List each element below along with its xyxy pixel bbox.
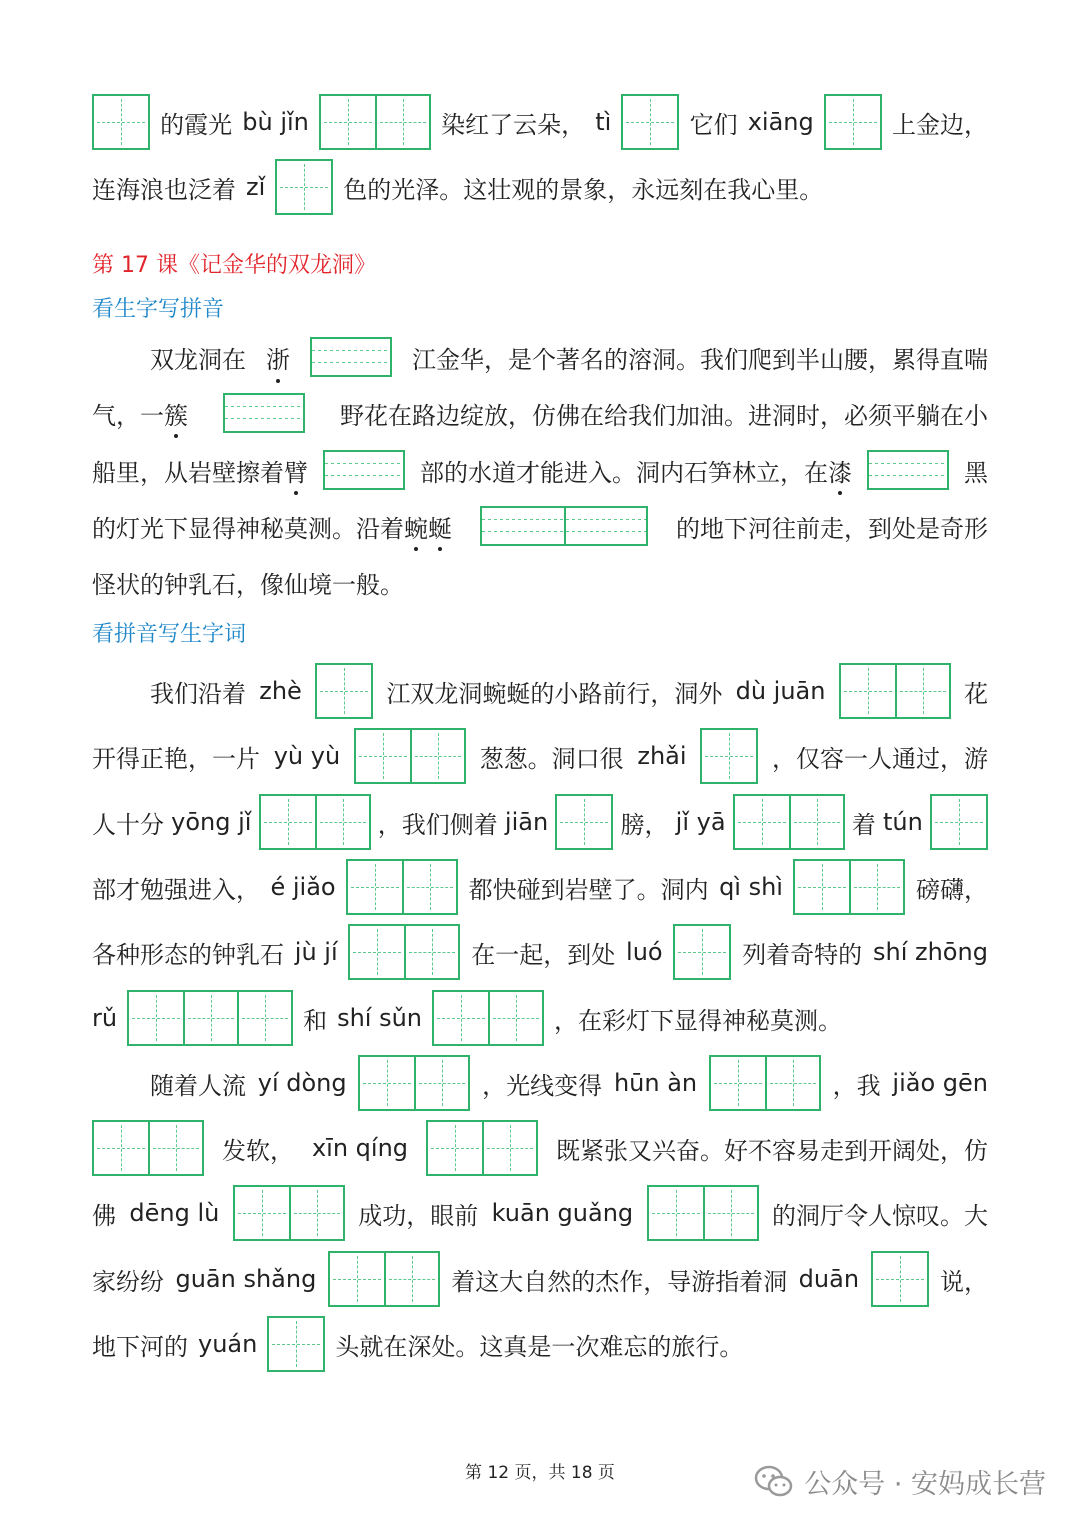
- text: 野花在路边绽放，仿佛在给我们加油。进洞时，必须平躺在小: [340, 401, 988, 430]
- pinyin: xīn qíng: [311, 1134, 409, 1162]
- text: 双龙洞在: [150, 345, 246, 374]
- text: 随着人流: [150, 1071, 246, 1100]
- pinyin: yí dòng: [257, 1069, 347, 1097]
- text: 染红了云朵，: [441, 110, 586, 139]
- text: 磅礴，: [915, 875, 988, 904]
- pinyin: luó: [626, 938, 663, 966]
- tian-grid-2[interactable]: [354, 728, 466, 784]
- text: 人十分: [92, 810, 164, 839]
- text: 成功，眼前: [358, 1201, 479, 1230]
- section-title-pinyin: 看生字写拼音: [92, 297, 225, 322]
- tian-grid-2[interactable]: [733, 794, 845, 850]
- text: ，仅容一人通过，游: [771, 744, 988, 773]
- tian-grid-2[interactable]: [346, 859, 458, 915]
- text-line: [92, 1314, 988, 1374]
- tian-grid-1[interactable]: [930, 794, 988, 850]
- tian-grid-1[interactable]: [871, 1251, 929, 1307]
- text: 花: [963, 679, 988, 708]
- text-line: [92, 661, 988, 721]
- pinyin: dēng lù: [129, 1199, 220, 1227]
- text-line: [92, 857, 988, 917]
- pinyin: yōng jǐ: [171, 808, 252, 836]
- tian-grid-2[interactable]: [793, 859, 905, 915]
- text: 在一起，到处: [471, 940, 616, 969]
- text-line: [92, 383, 988, 443]
- text: ，我: [832, 1071, 881, 1100]
- text: 着这大自然的杰作，导游指着洞: [451, 1267, 788, 1296]
- pinyin: dù juān: [735, 677, 826, 705]
- text: 船里，从岩壁擦着臂: [92, 458, 308, 487]
- text-line: [92, 552, 988, 612]
- text: ，我们侧着: [377, 810, 498, 839]
- text: 家纷纷: [92, 1267, 164, 1296]
- pinyin: shí zhōng: [872, 938, 988, 966]
- pinyin-box[interactable]: [310, 337, 392, 377]
- tian-grid-1[interactable]: [315, 663, 373, 719]
- text-line: [92, 1053, 988, 1113]
- tian-grid-2[interactable]: [92, 1120, 204, 1176]
- text: 的洞厅令人惊叹。大: [772, 1201, 988, 1230]
- text: 佛: [92, 1201, 116, 1230]
- pinyin: guān shǎng: [175, 1265, 317, 1293]
- pinyin: rǔ: [92, 1004, 118, 1032]
- text: 部的水道才能进入。洞内石笋林立，在漆: [420, 458, 852, 487]
- pinyin: é jiǎo: [270, 873, 336, 901]
- pinyin: jiān: [504, 808, 549, 836]
- tian-grid-2[interactable]: [328, 1251, 440, 1307]
- text: 说，: [939, 1267, 988, 1296]
- pinyin: hūn àn: [613, 1069, 698, 1097]
- text: 各种形态的钟乳石: [92, 940, 284, 969]
- pinyin: tì: [595, 108, 612, 136]
- target-char: 簇: [164, 401, 188, 430]
- tian-grid-1[interactable]: [824, 94, 882, 150]
- pinyin: yù yù: [273, 742, 341, 770]
- pinyin: xiāng: [747, 108, 814, 136]
- pinyin-box[interactable]: [223, 393, 305, 433]
- section-title-characters: 看拼音写生字词: [92, 622, 247, 647]
- text: 的霞光: [160, 110, 233, 139]
- text: 膀，: [620, 810, 669, 839]
- tian-grid-2[interactable]: [348, 924, 460, 980]
- pinyin: zhǎi: [637, 742, 687, 770]
- target-char: 漆: [828, 458, 852, 487]
- text-line: [92, 496, 988, 556]
- text: 连海浪也泛着: [92, 175, 236, 204]
- watermark: [754, 1462, 1046, 1501]
- text-line: [92, 157, 988, 217]
- text-line: [92, 1249, 988, 1309]
- pinyin: duān: [798, 1265, 860, 1293]
- text: 列着奇特的: [742, 940, 863, 969]
- pinyin-box-double[interactable]: [480, 506, 648, 546]
- tian-grid-1[interactable]: [700, 728, 758, 784]
- tian-grid-1[interactable]: [92, 94, 150, 150]
- text-line: [92, 1118, 988, 1178]
- tian-grid-2[interactable]: [259, 794, 371, 850]
- tian-grid-2[interactable]: [647, 1185, 759, 1241]
- pinyin: jù jí: [294, 938, 338, 966]
- tian-grid-2[interactable]: [358, 1055, 470, 1111]
- pinyin: tún: [883, 808, 923, 836]
- pinyin: zǐ: [246, 173, 266, 201]
- text: 的地下河往前走，到处是奇形: [676, 514, 988, 543]
- text: 上金边，: [891, 110, 988, 139]
- text-line: [92, 1183, 988, 1243]
- page-number: 第 12 页，共 18 页: [465, 1463, 615, 1483]
- tian-grid-3[interactable]: [127, 990, 293, 1046]
- pinyin-box[interactable]: [867, 450, 949, 490]
- text: 发软，: [221, 1136, 294, 1165]
- target-char: 浙: [266, 340, 290, 375]
- lesson-title: 第 17 课《记金华的双龙洞》: [92, 253, 376, 278]
- text: 都快碰到岩壁了。洞内: [468, 875, 709, 904]
- text: 地下河的: [92, 1332, 188, 1361]
- text: 着: [851, 810, 876, 839]
- tian-grid-1[interactable]: [555, 794, 613, 850]
- pinyin: shí sǔn: [337, 1004, 423, 1032]
- text: 的灯光下显得神秘莫测。沿着蜿蜒: [92, 514, 452, 543]
- text: 部才勉强进入，: [92, 875, 260, 904]
- text-line: [92, 327, 988, 387]
- tian-grid-1[interactable]: [267, 1316, 325, 1372]
- target-char: 臂: [284, 458, 308, 487]
- pinyin: jǐ yā: [675, 808, 726, 836]
- text: 色的光泽。这壮观的景象，永远刻在我心里。: [343, 175, 824, 204]
- text: 既紧张又兴奋。好不容易走到开阔处，仿: [556, 1136, 988, 1165]
- tian-grid-2[interactable]: [709, 1055, 821, 1111]
- text-line: [92, 92, 988, 152]
- text: 开得正艳，一片: [92, 744, 260, 773]
- tian-grid-2[interactable]: [432, 990, 544, 1046]
- text: 江金华，是个著名的溶洞。我们爬到半山腰，累得直喘: [412, 345, 988, 374]
- pinyin: qì shì: [719, 873, 783, 901]
- pinyin: bù jǐn: [242, 108, 309, 136]
- tian-grid-1[interactable]: [621, 94, 679, 150]
- text: ，在彩灯下显得神秘莫测。: [554, 1006, 843, 1035]
- text: 葱葱。洞口很: [479, 744, 624, 773]
- tian-grid-2[interactable]: [319, 94, 431, 150]
- tian-grid-2[interactable]: [839, 663, 951, 719]
- pinyin-box[interactable]: [323, 450, 405, 490]
- text: 它们: [689, 110, 738, 139]
- pinyin: jiǎo gēn: [892, 1069, 988, 1097]
- text: 江双龙洞蜿蜒的小路前行，洞外: [386, 679, 723, 708]
- tian-grid-1[interactable]: [673, 924, 731, 980]
- pinyin: kuān guǎng: [491, 1199, 634, 1227]
- text: 气，一簇: [92, 401, 188, 430]
- text-line: [92, 922, 988, 982]
- text-line: [92, 440, 988, 500]
- pinyin: zhè: [259, 677, 302, 705]
- text-line: [92, 726, 988, 786]
- text: 怪状的钟乳石，像仙境一般。: [92, 570, 404, 599]
- tian-grid-2[interactable]: [426, 1120, 538, 1176]
- text-line: [92, 792, 988, 852]
- tian-grid-2[interactable]: [233, 1185, 345, 1241]
- text: 黑: [964, 458, 988, 487]
- pinyin: yuán: [198, 1330, 258, 1358]
- text-line: [92, 988, 988, 1048]
- text: 头就在深处。这真是一次难忘的旅行。: [335, 1332, 744, 1361]
- tian-grid-1[interactable]: [275, 159, 333, 215]
- text: ，光线变得: [482, 1071, 603, 1100]
- text: 我们沿着: [150, 679, 246, 708]
- text: 和: [303, 1006, 328, 1035]
- target-char: 蜿: [404, 514, 428, 543]
- target-char: 蜒: [428, 514, 452, 543]
- watermark-text: 公众号 · 安妈成长营: [804, 1469, 1046, 1500]
- wechat-icon: [754, 1465, 794, 1499]
